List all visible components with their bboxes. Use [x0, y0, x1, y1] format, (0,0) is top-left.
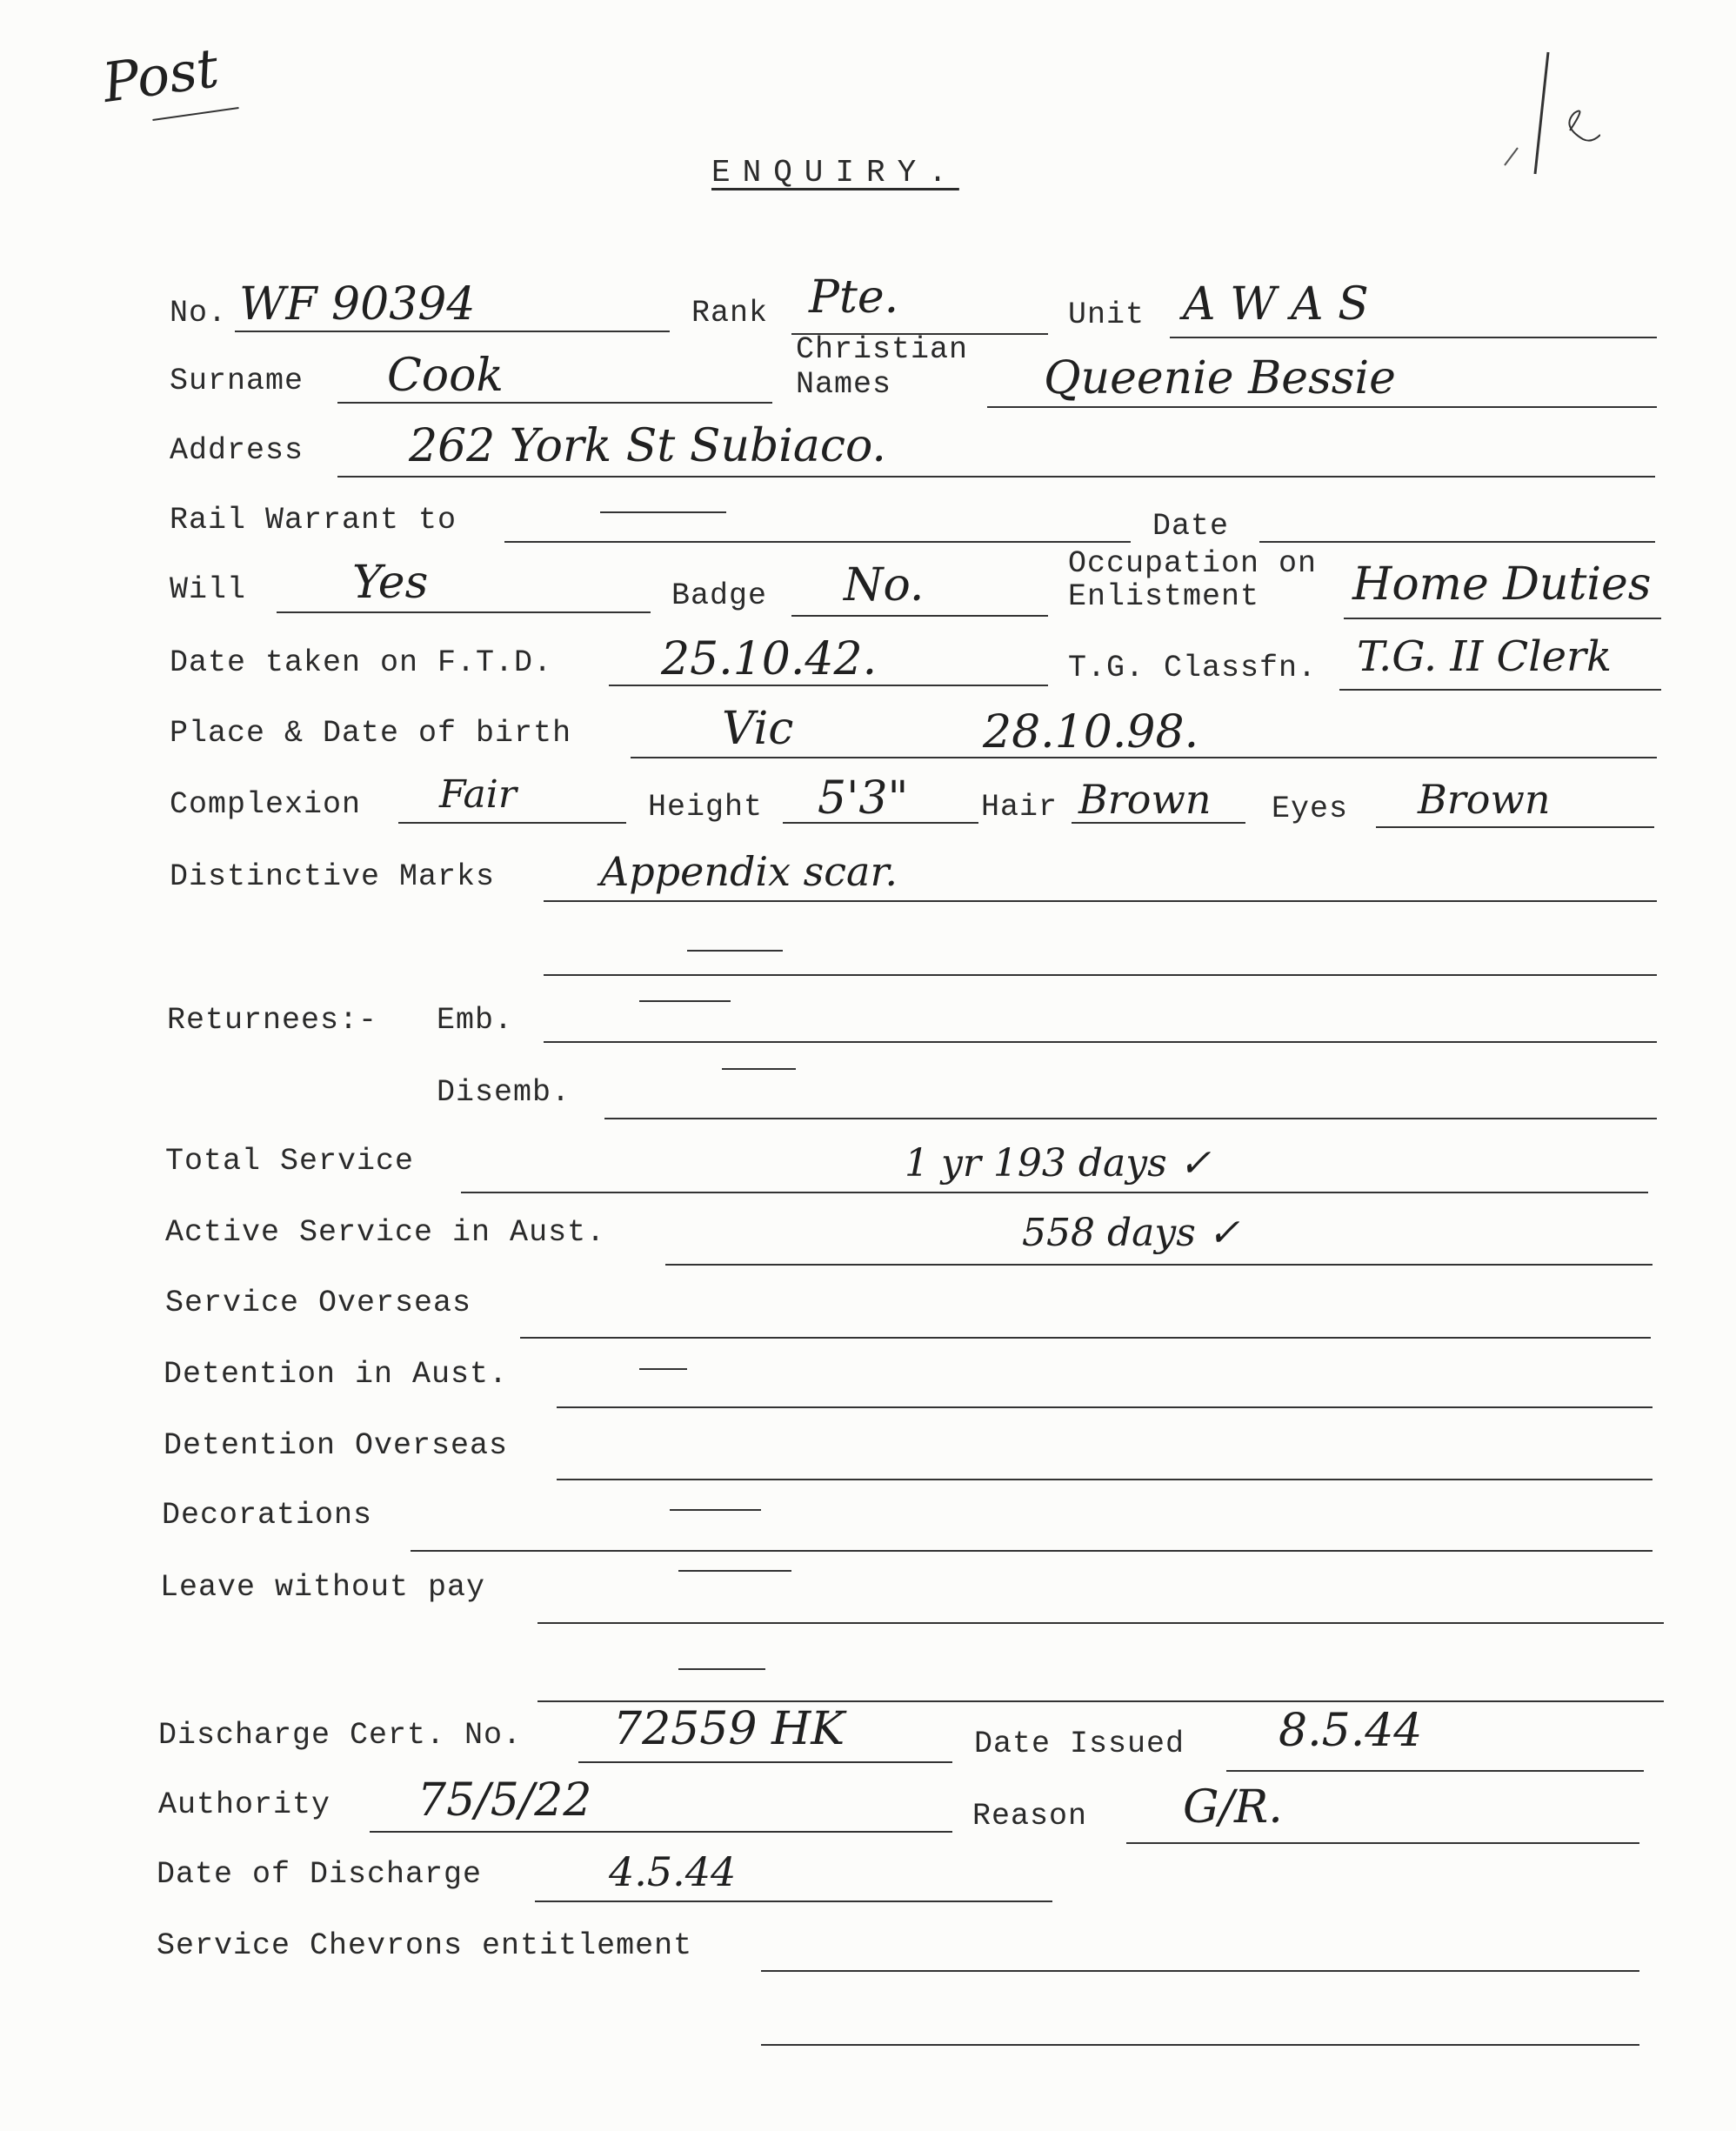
value-date-discharge: 4.5.44: [609, 1848, 737, 1895]
label-disemb: Disemb.: [437, 1075, 571, 1110]
line-active-service: [665, 1264, 1653, 1266]
value-occupation: Home Duties: [1352, 558, 1652, 611]
label-decorations: Decorations: [162, 1498, 373, 1533]
value-birth-place: Vic: [722, 703, 794, 755]
line-eyes: [1376, 826, 1654, 828]
label-address: Address: [170, 433, 304, 468]
label-christian-1: Christian: [796, 332, 969, 367]
label-unit: Unit: [1068, 297, 1145, 332]
label-chevrons: Service Chevrons entitlement: [157, 1928, 693, 1963]
value-distinctive-marks: Appendix scar.: [600, 848, 898, 895]
label-reason: Reason: [972, 1799, 1088, 1834]
label-rank: Rank: [691, 296, 769, 331]
line-birth: [631, 757, 1657, 758]
line-tg-classfn: [1339, 689, 1661, 691]
label-leave-without-pay: Leave without pay: [160, 1570, 486, 1605]
line-date-discharge: [535, 1901, 1052, 1902]
value-address: 262 York St Subiaco.: [409, 420, 886, 472]
value-date-taken: 25.10.42.: [661, 633, 878, 685]
label-place-date-birth: Place & Date of birth: [170, 716, 572, 751]
value-tg-classfn: T.G. II Clerk: [1357, 632, 1612, 681]
label-date-discharge: Date of Discharge: [157, 1857, 483, 1892]
line-disemb: [604, 1118, 1657, 1119]
line-occupation: [1344, 618, 1661, 619]
line-date: [1259, 541, 1655, 543]
line-emb: [544, 1041, 1657, 1043]
label-badge: Badge: [671, 578, 768, 613]
line-complexion: [398, 822, 626, 824]
line-chevrons-2: [761, 2044, 1639, 2046]
label-date-issued: Date Issued: [974, 1727, 1185, 1761]
label-active-service: Active Service in Aust.: [165, 1215, 606, 1250]
line-authority: [370, 1831, 952, 1833]
label-christian-2: Names: [796, 367, 892, 402]
value-christian-names: Queenie Bessie: [1044, 352, 1396, 404]
label-emb: Emb.: [437, 1003, 514, 1038]
corner-mark: [1496, 35, 1600, 183]
value-hair: Brown: [1078, 776, 1212, 823]
label-hair: Hair: [981, 790, 1058, 825]
value-complexion: Fair: [439, 772, 517, 817]
label-eyes: Eyes: [1272, 792, 1349, 826]
line-total-service: [461, 1192, 1648, 1193]
line-distinctive-marks-2: [544, 974, 1657, 976]
value-height: 5'3": [818, 772, 909, 825]
line-rail-warrant: [504, 541, 1131, 543]
line-no: [235, 331, 670, 332]
line-chevrons-1: [761, 1970, 1639, 1972]
label-date-taken: Date taken on F.T.D.: [170, 645, 553, 680]
line-detention-overseas: [557, 1479, 1653, 1480]
value-birth-date: 28.10.98.: [983, 706, 1199, 758]
value-rank: Pte.: [809, 271, 899, 324]
dash-decorations: [670, 1509, 761, 1511]
dash-emb: [639, 1000, 731, 1002]
dash-rail-warrant: [600, 511, 726, 513]
label-rail-warrant: Rail Warrant to: [170, 503, 457, 538]
label-returnees: Returnees:-: [167, 1003, 378, 1038]
line-decorations: [411, 1550, 1653, 1552]
dash-leave: [678, 1570, 791, 1572]
line-height: [783, 822, 978, 824]
value-will: Yes: [352, 557, 429, 609]
line-discharge-cert: [578, 1761, 952, 1763]
value-date-issued: 8.5.44: [1279, 1705, 1423, 1757]
form-title: ENQUIRY.: [711, 155, 959, 190]
value-unit: A W A S: [1183, 278, 1369, 331]
label-occupation-1: Occupation on: [1068, 546, 1318, 581]
label-complexion: Complexion: [170, 787, 362, 822]
line-reason: [1126, 1842, 1639, 1844]
line-surname: [337, 402, 772, 404]
corner-note: Post: [98, 36, 223, 115]
line-service-overseas: [520, 1337, 1651, 1339]
label-surname: Surname: [170, 364, 304, 398]
value-authority: 75/5/22: [417, 1774, 592, 1827]
line-detention-aust: [557, 1406, 1653, 1408]
label-authority: Authority: [158, 1787, 331, 1822]
label-occupation-2: Enlistment: [1068, 579, 1260, 614]
label-service-overseas: Service Overseas: [165, 1286, 472, 1320]
value-no: WF 90394: [239, 278, 476, 331]
dash-distinctive-marks: [687, 950, 783, 952]
value-active-service: 558 days ✓: [1022, 1211, 1240, 1255]
label-distinctive-marks: Distinctive Marks: [170, 859, 496, 894]
line-date-issued: [1226, 1770, 1644, 1772]
value-eyes: Brown: [1418, 776, 1551, 823]
line-leave-without-pay: [537, 1622, 1664, 1624]
label-discharge-cert: Discharge Cert. No.: [158, 1718, 523, 1753]
value-total-service: 1 yr 193 days ✓: [905, 1141, 1212, 1186]
line-leave-2: [537, 1700, 1664, 1702]
value-surname: Cook: [387, 350, 504, 402]
line-christian-names: [987, 406, 1657, 408]
dash-disemb: [722, 1068, 796, 1070]
label-will: Will: [170, 572, 247, 607]
label-tg-classfn: T.G. Classfn.: [1068, 651, 1318, 685]
corner-note-underline: [152, 107, 238, 121]
line-hair: [1072, 822, 1245, 824]
value-discharge-cert: 72559 HK: [613, 1703, 845, 1755]
line-date-taken: [609, 685, 1048, 686]
line-distinctive-marks-1: [544, 900, 1657, 902]
dash-leave-2: [678, 1668, 765, 1670]
dash-detention-aust: [639, 1368, 687, 1370]
label-total-service: Total Service: [165, 1144, 415, 1179]
label-detention-overseas: Detention Overseas: [164, 1428, 509, 1463]
line-will: [277, 611, 651, 613]
label-date: Date: [1152, 509, 1230, 544]
line-address: [337, 476, 1655, 478]
line-unit: [1170, 337, 1657, 338]
value-badge: No.: [844, 559, 925, 611]
value-reason: G/R.: [1183, 1781, 1283, 1834]
line-badge: [791, 615, 1048, 617]
label-no: No.: [170, 296, 228, 331]
label-height: Height: [648, 790, 764, 825]
label-detention-aust: Detention in Aust.: [164, 1357, 509, 1392]
